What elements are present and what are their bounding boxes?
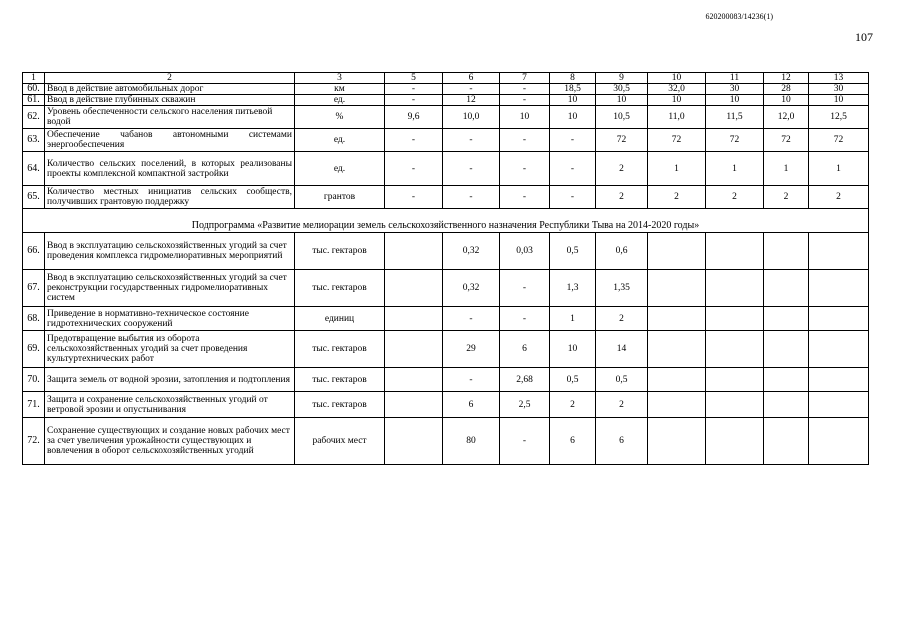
row-value: 0,03 — [500, 233, 550, 270]
row-value: 2 — [648, 186, 706, 209]
table-row — [23, 418, 869, 465]
row-value — [706, 233, 764, 270]
row-value: 10,0 — [443, 106, 500, 129]
row-value: 10 — [550, 331, 596, 368]
row-value: 9,6 — [385, 106, 443, 129]
row-value: 1 — [764, 152, 809, 186]
page-number: 107 — [855, 30, 873, 44]
row-number: 72. — [23, 418, 45, 465]
row-number: 67. — [23, 270, 45, 307]
row-number: 60. — [23, 84, 45, 95]
row-value — [706, 331, 764, 368]
row-value — [648, 307, 706, 331]
row-name: Сохранение существующих и создание новых рабочих мест за счет увеличения урожайности существующих и вовлечения в оборот сельскохозяйственных угодий — [45, 418, 295, 465]
column-header: 7 — [500, 73, 550, 84]
row-value: 10 — [764, 95, 809, 106]
row-number: 66. — [23, 233, 45, 270]
row-value — [385, 233, 443, 270]
row-value: 6 — [550, 418, 596, 465]
row-value: - — [443, 84, 500, 95]
row-value: - — [550, 152, 596, 186]
table-row — [23, 270, 869, 307]
row-value — [385, 368, 443, 392]
table-row — [23, 392, 869, 418]
row-unit: грантов — [295, 186, 385, 209]
row-value: - — [500, 418, 550, 465]
row-value: 2 — [596, 392, 648, 418]
row-value: 30,5 — [596, 84, 648, 95]
row-unit: единиц — [295, 307, 385, 331]
row-value — [809, 307, 869, 331]
document-id: 620200083/14236(1) — [705, 12, 773, 21]
row-value — [648, 233, 706, 270]
row-value: - — [550, 186, 596, 209]
row-value: 6 — [596, 418, 648, 465]
row-value: 0,5 — [550, 368, 596, 392]
column-header: 1 — [23, 73, 45, 84]
row-value: - — [385, 129, 443, 152]
row-value: - — [385, 84, 443, 95]
row-value: 2 — [596, 152, 648, 186]
row-value — [706, 368, 764, 392]
table-row — [23, 233, 869, 270]
row-value: 10 — [500, 106, 550, 129]
column-header: 11 — [706, 73, 764, 84]
row-value: 12,5 — [809, 106, 869, 129]
row-name: Предотвращение выбытия из оборота сельскохозяйственных угодий за счет проведения культуртехнических работ — [45, 331, 295, 368]
row-value — [764, 233, 809, 270]
row-unit: тыс. гектаров — [295, 392, 385, 418]
row-value: 2 — [596, 186, 648, 209]
row-value — [706, 307, 764, 331]
row-value: 10 — [809, 95, 869, 106]
row-value: 72 — [764, 129, 809, 152]
table-row — [23, 307, 869, 331]
table-row — [23, 152, 869, 186]
header-row — [23, 73, 869, 84]
row-value — [809, 233, 869, 270]
row-value: - — [500, 129, 550, 152]
row-value: 11,5 — [706, 106, 764, 129]
row-value: 6 — [443, 392, 500, 418]
row-value — [648, 418, 706, 465]
table-row — [23, 331, 869, 368]
row-value: - — [385, 152, 443, 186]
table-row — [23, 106, 869, 129]
row-value — [648, 368, 706, 392]
row-value: 2,68 — [500, 368, 550, 392]
row-value: 72 — [648, 129, 706, 152]
row-unit: тыс. гектаров — [295, 270, 385, 307]
row-value: 30 — [809, 84, 869, 95]
row-value: 1,35 — [596, 270, 648, 307]
row-value: 0,6 — [596, 233, 648, 270]
row-value: 14 — [596, 331, 648, 368]
row-value: 28 — [764, 84, 809, 95]
row-value — [764, 368, 809, 392]
row-value — [385, 392, 443, 418]
row-value: 1 — [809, 152, 869, 186]
row-unit: тыс. гектаров — [295, 368, 385, 392]
row-value: 1,3 — [550, 270, 596, 307]
row-value — [385, 418, 443, 465]
row-value — [764, 331, 809, 368]
row-number: 71. — [23, 392, 45, 418]
row-number: 65. — [23, 186, 45, 209]
row-value — [764, 270, 809, 307]
row-value — [809, 392, 869, 418]
row-value — [764, 307, 809, 331]
row-name: Обеспечение чабанов автономными системами энергообеспечения — [45, 129, 295, 152]
row-value: 10 — [550, 95, 596, 106]
row-name: Ввод в действие автомобильных дорог — [45, 84, 295, 95]
row-value — [385, 270, 443, 307]
row-value: 2 — [809, 186, 869, 209]
row-value — [648, 270, 706, 307]
row-value — [809, 270, 869, 307]
row-value — [385, 331, 443, 368]
row-unit: ед. — [295, 152, 385, 186]
column-header: 9 — [596, 73, 648, 84]
row-value: 72 — [809, 129, 869, 152]
row-name: Защита земель от водной эрозии, затопления и подтопления — [45, 368, 295, 392]
row-value — [706, 418, 764, 465]
row-value: 10 — [596, 95, 648, 106]
row-value: 0,32 — [443, 233, 500, 270]
row-value: - — [443, 129, 500, 152]
row-value: 0,32 — [443, 270, 500, 307]
column-header: 8 — [550, 73, 596, 84]
column-header: 13 — [809, 73, 869, 84]
row-value: - — [500, 186, 550, 209]
row-value: 2 — [596, 307, 648, 331]
subprogram-title: Подпрограмма «Развитие мелиорации земель сельскохозяйственного назначения Республики Тыва на 2014-2020 годы» — [23, 209, 869, 233]
row-value — [648, 331, 706, 368]
row-value: 18,5 — [550, 84, 596, 95]
row-value: 6 — [500, 331, 550, 368]
row-value: 29 — [443, 331, 500, 368]
row-number: 64. — [23, 152, 45, 186]
table-row — [23, 186, 869, 209]
row-value: 0,5 — [596, 368, 648, 392]
row-number: 69. — [23, 331, 45, 368]
row-number: 61. — [23, 95, 45, 106]
row-name: Уровень обеспеченности сельского населения питьевой водой — [45, 106, 295, 129]
row-value — [706, 270, 764, 307]
row-name: Ввод в эксплуатацию сельскохозяйственных угодий за счет проведения комплекса гидромелиоративных мероприятий — [45, 233, 295, 270]
row-value — [764, 418, 809, 465]
row-value: - — [385, 186, 443, 209]
row-unit: ед. — [295, 129, 385, 152]
row-number: 70. — [23, 368, 45, 392]
row-value: 10 — [706, 95, 764, 106]
row-value — [385, 307, 443, 331]
row-value: 32,0 — [648, 84, 706, 95]
row-name: Количество местных инициатив сельских сообществ, получивших грантовую поддержку — [45, 186, 295, 209]
column-header: 10 — [648, 73, 706, 84]
row-name: Количество сельских поселений, в которых реализованы проекты комплексной компактной застройки — [45, 152, 295, 186]
row-value: 72 — [706, 129, 764, 152]
row-value: 10 — [648, 95, 706, 106]
row-value: - — [550, 129, 596, 152]
row-value: 2 — [550, 392, 596, 418]
row-value: 11,0 — [648, 106, 706, 129]
row-name: Ввод в действие глубинных скважин — [45, 95, 295, 106]
subprogram-row — [23, 209, 869, 233]
row-value — [809, 418, 869, 465]
row-value: 10,5 — [596, 106, 648, 129]
row-unit: рабочих мест — [295, 418, 385, 465]
row-value: 2 — [706, 186, 764, 209]
row-number: 68. — [23, 307, 45, 331]
row-value: - — [500, 84, 550, 95]
row-value: - — [443, 368, 500, 392]
row-name: Защита и сохранение сельскохозяйственных угодий от ветровой эрозии и опустынивания — [45, 392, 295, 418]
row-value: 30 — [706, 84, 764, 95]
table-row — [23, 95, 869, 106]
row-value: - — [443, 152, 500, 186]
row-value — [648, 392, 706, 418]
row-value: 80 — [443, 418, 500, 465]
row-value — [706, 392, 764, 418]
row-unit: тыс. гектаров — [295, 331, 385, 368]
row-name: Ввод в эксплуатацию сельскохозяйственных угодий за счет реконструкции государственных гидромелиоративных систем — [45, 270, 295, 307]
table-row — [23, 84, 869, 95]
column-header: 2 — [45, 73, 295, 84]
row-value — [764, 392, 809, 418]
row-value — [809, 368, 869, 392]
row-value: 2 — [764, 186, 809, 209]
row-value: 1 — [648, 152, 706, 186]
row-value: - — [500, 152, 550, 186]
row-unit: ед. — [295, 95, 385, 106]
row-value: 2,5 — [500, 392, 550, 418]
row-value — [809, 331, 869, 368]
column-header: 5 — [385, 73, 443, 84]
row-name: Приведение в нормативно-техническое состояние гидротехнических сооружений — [45, 307, 295, 331]
row-value: 72 — [596, 129, 648, 152]
row-value: - — [385, 95, 443, 106]
row-unit: тыс. гектаров — [295, 233, 385, 270]
row-value: - — [443, 186, 500, 209]
row-value: 1 — [706, 152, 764, 186]
row-value: 0,5 — [550, 233, 596, 270]
row-value: 12 — [443, 95, 500, 106]
row-value: 1 — [550, 307, 596, 331]
row-unit: км — [295, 84, 385, 95]
row-unit: % — [295, 106, 385, 129]
column-header: 6 — [443, 73, 500, 84]
row-value: - — [500, 95, 550, 106]
row-number: 62. — [23, 106, 45, 129]
row-value: - — [500, 270, 550, 307]
indicators-table — [22, 72, 869, 465]
column-header: 3 — [295, 73, 385, 84]
column-header: 12 — [764, 73, 809, 84]
row-value: 10 — [550, 106, 596, 129]
table-row — [23, 368, 869, 392]
row-value: 12,0 — [764, 106, 809, 129]
row-number: 63. — [23, 129, 45, 152]
row-value: - — [443, 307, 500, 331]
row-value: - — [500, 307, 550, 331]
table-row — [23, 129, 869, 152]
